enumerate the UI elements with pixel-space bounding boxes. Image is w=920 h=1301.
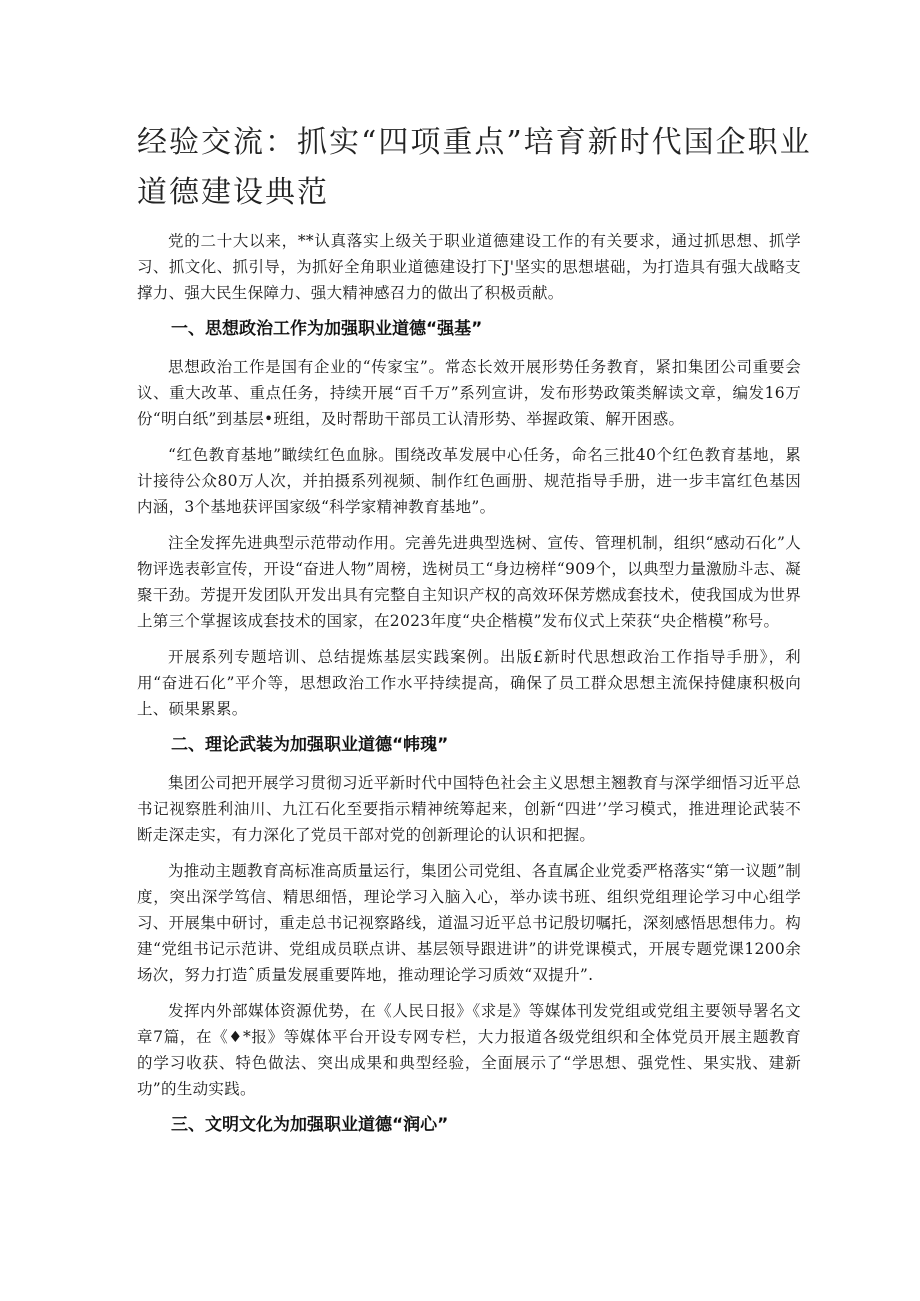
section-1-paragraph-4: 开展系列专题培训、总结提炼基层实践案例。出版£新时代思想政治工作指导手册》，利用“奋进石化”平介等，思想政治工作水平持续提高，确保了员工群众思想主流保持健康积极向上、硕果累累。	[137, 648, 801, 718]
document-title: 经验交流：抓实“四项重点”培育新时代国企职业道德建设典范	[137, 125, 812, 210]
section-3-heading: 三、文明文化为加强职业道德“润心”	[171, 1115, 449, 1135]
section-1-paragraph-1: 思想政治工作是国有企业的“传家宝”。常态长效开展形势任务教育，紧扣集团公司重要会议、重大改革、重点任务，持续开展“百千万”系列宣讲，发布形势政策类解读文章，编发16万份“明白纸”到基层•班组，及时帮助干部员工认清形势、举握政策、解开困惑。	[137, 358, 801, 428]
section-2-paragraph-2: 为推动主题教育高标准高质量运行，集团公司党组、各直属企业党委严格落实“第一议题”制度，突出深学笃信、精思细悟，理论学习入脑入心，举办读书班、组织党组理论学习中心组学习、开展集中研讨，重走总书记视察路线，道温习近平总书记殷切嘱托，深刻感悟思想伟力。构建“党组书记示范讲、党组成员联点讲、基层领导跟进讲”的讲党课模式，开展专题党课1200余场次，努力打造ˆ质量发展重要阵地，推动理论学习质效“双提升”.	[137, 862, 801, 984]
section-1-paragraph-3: 注全发挥先进典型示范带动作用。完善先进典型选树、宣传、管理机制，组织“感动石化”人物评选表彰宣传，开设“奋进人物”周榜，选树员工“身边榜样“909个，以典型力量激励斗志、凝聚干劲。芳提开发团队开发出具有完整自主知识产权的高效环保芳燃成套技术，使我国成为世界上第三个掌握该成套技术的国家，在2023年度“央企楷模”发布仪式上荣获“央企楷模”称号。	[137, 534, 801, 630]
document-body	[137, 228, 801, 1150]
section-1-heading: 一、思想政治工作为加强职业道德“强基”	[171, 319, 483, 339]
section-2-paragraph-3: 发挥内外部媒体资源优势，在《人民日报》《求是》等媒体刊发党组或党组主要领导署名文章7篇，在《♦*报》等媒体平台开设专网专栏，大力报道各级党组织和全体党员开展主题教育的学习收获、特色做法、突出成果和典型经验，全面展示了“学思想、强党性、果实戕、建新功”的生动实践。	[137, 1002, 801, 1098]
section-2-paragraph-1: 集团公司把开展学习贯彻习近平新时代中国特色社会主义思想主翘教育与深学细悟习近平总书记视察胜利油川、九江石化至要指示精神统筹起来，创新“四进’’学习模式，推进理论武装不断走深走实，有力深化了党员干部对党的创新理论的认识和把握。	[137, 774, 801, 844]
intro-paragraph: 党的二十大以来，**认真落实上级关于职业道德建设工作的有关要求，通过抓思想、抓学习、抓文化、抓引导，为抓好全角职业道德建设打下J'坚实的思想堪础，为打造具有强大战略支撑力、强大民生保障力、强大精神感召力的做出了积极贡献。	[137, 232, 801, 302]
section-1-paragraph-2: “红色教育基地”瞰续红色血脉。围绕改革发展中心任务，命名三批40个红色教育基地，累计接待公众80万人次，并拍摄系列视频、制作红色画册、规范指导手册，进一步丰富红色基因内涵，3个基地获评国家级“科学家精神教育基地”。	[137, 446, 801, 516]
section-2-heading: 二、理论武装为加强职业道德“帏瑰”	[171, 735, 449, 755]
